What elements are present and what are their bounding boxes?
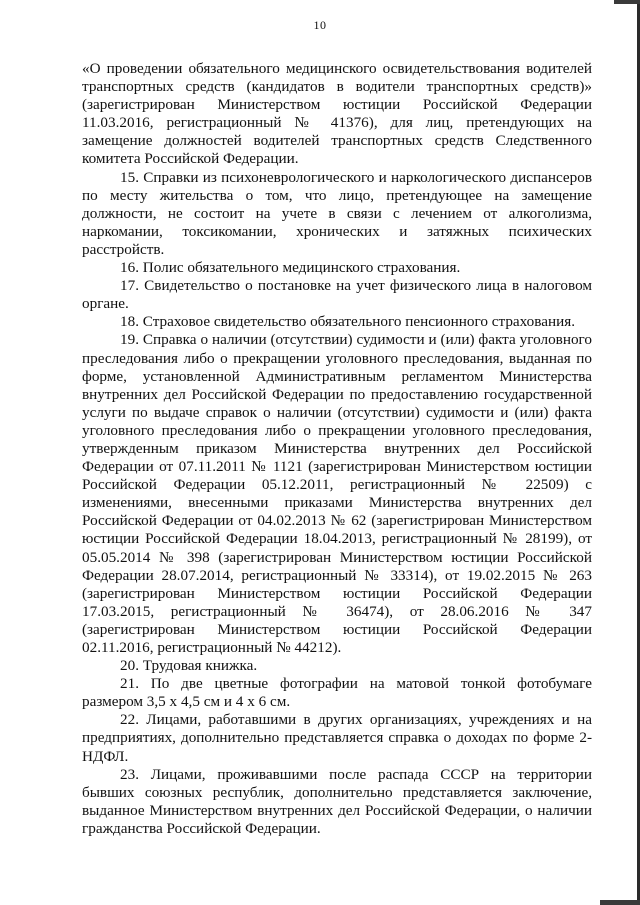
paragraph-14-continuation: «О проведении обязательного медицинского освидетельствования водителей транспортных средств (кандидатов в водители транспортных средств)» (зарегистрирован Министерством юстиции Российской Федерации 11.03.2016, регистрационный № 41376), для лиц, претендующих на замещение должностей водителей транспортных средств Следственного комитета Российской Федерации.	[82, 60, 592, 168]
paragraph-15: 15. Справки из психоневрологического и наркологического диспансеров по месту жительства о том, что лицо, претендующее на замещение должности, не состоит на учете в связи с лечением от алкоголизма, наркомании, токсикомании, хронических и затяжных психических расстройств.	[82, 168, 592, 258]
paragraph-16: 16. Полис обязательного медицинского страхования.	[120, 259, 461, 277]
page-number: 10	[313, 18, 327, 32]
paragraph-22: 22. Лицами, работавшими в других организациях, учреждениях и на предприятиях, дополнительно представляется справка о доходах по форме 2-НДФЛ.	[82, 711, 592, 765]
paragraph-19: 19. Справка о наличии (отсутствии) судимости и (или) факта уголовного преследования либо о прекращении уголовного преследования, выданная по форме, установленной Административным регламентом Министерства внутренних дел Российской Федерации по предоставлению государственной услуги по выдаче справок о наличии (отсутствии) судимости и (или) факта уголовного преследования либо о прекращении уголовного преследования, утвержденным приказом Министерства внутренних дел Российской Федерации от 07.11.2011 № 1121 (зарегистрирован Министерством юстиции Российской Федерации 05.12.2011, регистрационный № 22509) с изменениями, внесенными приказами Министерства внутренних дел Российской Федерации от 04.02.2013 № 62 (зарегистрирован Министерством юстиции Российской Федерации 18.04.2013, регистрационный № 28199), от 05.05.2014 № 398 (зарегистрирован Министерством юстиции Российской Федерации 28.07.2014, регистрационный № 33314), от 19.02.2015 № 263 (зарегистрирован Министерством юстиции Российской Федерации 17.03.2015, регистрационный № 36474), от 28.06.2016 № 347 (зарегистрирован Министерством юстиции Российской Федерации 02.11.2016, регистрационный № 44212).	[82, 331, 592, 656]
paragraph-18: 18. Страховое свидетельство обязательного пенсионного страхования.	[120, 313, 576, 331]
paragraph-23: 23. Лицами, проживавшими после распада СССР на территории бывших союзных республик, дополнительно представляется заключение, выданное Министерством внутренних дел Российской Федерации, о наличии гражданства Российской Федерации.	[82, 765, 592, 837]
paragraph-17: 17. Свидетельство о постановке на учет физического лица в налоговом органе.	[82, 277, 592, 313]
document-body	[82, 60, 592, 838]
scan-corner-top	[614, 0, 640, 4]
paragraph-20: 20. Трудовая книжка.	[120, 657, 258, 675]
scan-corner-bottom	[600, 900, 640, 905]
paragraph-21: 21. По две цветные фотографии на матовой тонкой фотобумаге размером 3,5 х 4,5 см и 4 х 6 см.	[82, 675, 592, 711]
